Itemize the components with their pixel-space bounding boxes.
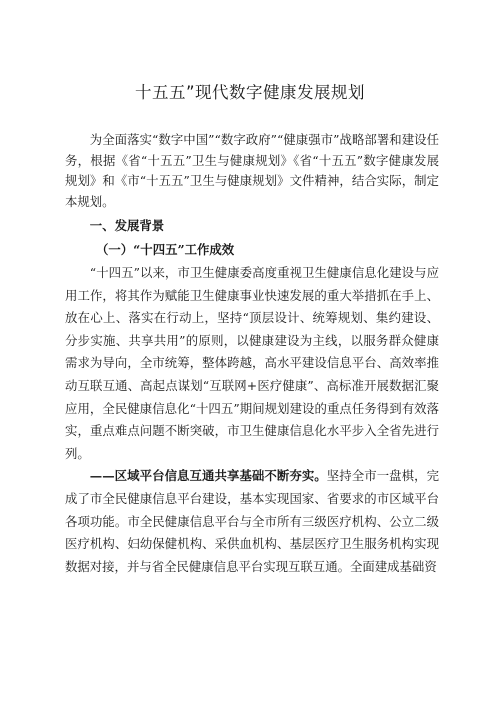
section-heading-development-background: 一、发展背景 xyxy=(89,218,165,233)
achievements-paragraph: “十四五”以来，市卫生健康委高度重视卫生健康信息化建设与应用工作，将其作为赋能卫生健康事业快速发展的重大举措抓在手上、放在心上、落实在行动上，坚持“顶层设计、统筹规划、集约建设、分步实施、共享共用”的原则，以健康建设为主线，以服务群众健康需求为导向，全市统筹，整体跨越，高水平建设信息平台、高效率推动互联互通、高起点谋划“互联网+医疗健康”、高标准开展数据汇聚应用，全民健康信息化“十四五”期间规划建设的重点任务得到有效落实，重点难点问题不断突破，市卫生健康信息化水平步入全省先进行列。 xyxy=(65,265,439,461)
platform-paragraph-text: 坚持全市一盘棋，完成了市全民健康信息平台建设，基本实现国家、省要求的市区域平台各项功能。市全民健康信息平台与全市所有三级医疗机构、公立二级医疗机构、妇幼保健机构、采供血机构、基层医疗卫生服务机构实现数据对接，并与省全民健康信息平台实现互联互通。全面建成基础资 xyxy=(65,468,440,574)
platform-paragraph xyxy=(65,465,439,578)
platform-paragraph-lead: ——区域平台信息互通共享基础不断夯实。 xyxy=(89,468,327,484)
subsection-heading-achievements: （一）“十四五”工作成效 xyxy=(96,242,235,257)
intro-paragraph: 为全面落实“数字中国”“数字政府”“健康强市”战略部署和建设任务，根据《省“十五五”卫生与健康规划》《省“十五五”数字健康发展规划》和《市“十五五”卫生与健康规划》文件精神，结合实际，制定本规划。 xyxy=(65,132,439,209)
document-body xyxy=(65,130,439,578)
document-title: 十五五”现代数字健康发展规划 xyxy=(134,83,366,102)
